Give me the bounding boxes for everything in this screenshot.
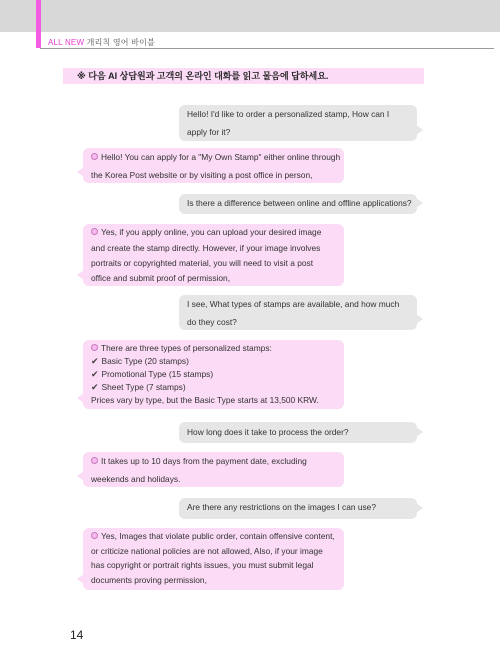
agent-message-bubble: [83, 224, 344, 286]
page-number: 14: [70, 628, 84, 642]
message-line: portraits or copyrighted material, you will need to visit a post: [91, 257, 314, 268]
message-line: It takes up to 10 days from the payment date, excluding: [101, 456, 307, 466]
message-line: documents proving permission,: [91, 574, 207, 585]
message-line: or criticize national policies are not allowed, Also, if your image: [91, 545, 323, 556]
bubble-tail: [77, 167, 84, 177]
message-line: There are three types of personalized stamps:: [101, 343, 272, 353]
check-icon: ✔: [91, 369, 99, 379]
header-accent-bar: [36, 0, 41, 48]
agent-bullet-icon: [91, 457, 98, 464]
user-message-bubble: [179, 295, 417, 330]
header-divider: [40, 48, 494, 49]
agent-bullet-icon: [91, 532, 98, 539]
agent-bullet-icon: [91, 153, 98, 160]
top-band: [0, 0, 500, 32]
message-line: weekends and holidays.: [91, 473, 181, 484]
bubble-tail: [77, 471, 84, 481]
message-line: Hello! I'd like to order a personalized stamp, How can I: [187, 109, 390, 119]
message-line: the Korea Post website or by visiting a post office in person,: [91, 169, 313, 180]
message-line: I see, What types of stamps are available, and how much: [187, 299, 400, 309]
agent-message-bubble: [83, 340, 344, 409]
agent-message-bubble: [83, 528, 344, 590]
bubble-tail: [77, 393, 84, 403]
message-line: Promotional Type (15 stamps): [101, 369, 214, 379]
message-line: office and submit proof of permission,: [91, 272, 231, 283]
user-message-bubble: [179, 105, 417, 141]
user-message-bubble: [179, 422, 417, 443]
message-line: Hello! You can apply for a "My Own Stamp" either online through: [101, 152, 341, 162]
check-icon: ✔: [91, 382, 99, 392]
agent-bullet-icon: [91, 344, 98, 351]
message-line: and create the stamp directly. However, if your image involves: [91, 242, 321, 253]
agent-message-bubble: [83, 148, 344, 183]
message-line: Is there a difference between online and offline applications?: [187, 198, 412, 208]
message-line: How long does it take to process the order?: [187, 427, 349, 437]
bubble-tail: [416, 427, 423, 437]
header-title: 개리칙 영어 바이블: [86, 38, 155, 47]
bubble-tail: [77, 574, 84, 584]
user-message-bubble: [179, 194, 417, 214]
message-line: Prices vary by type, but the Basic Type starts at 13,500 KRW.: [91, 395, 319, 405]
header-prefix: ALL NEW: [48, 38, 85, 47]
message-line: do they cost?: [187, 316, 237, 327]
bubble-tail: [416, 314, 423, 324]
bubble-tail: [77, 270, 84, 280]
message-line: Basic Type (20 stamps): [101, 356, 189, 366]
message-line: Sheet Type (7 stamps): [101, 382, 186, 392]
agent-bullet-icon: [91, 228, 98, 235]
running-header: [48, 37, 155, 48]
instruction-banner: ※ 다음 AI 상담원과 고객의 온라인 대화를 읽고 물음에 답하세요.: [63, 68, 424, 84]
check-icon: ✔: [91, 356, 99, 366]
bubble-tail: [416, 503, 423, 513]
message-line: Are there any restrictions on the images I can use?: [187, 502, 377, 512]
bubble-tail: [416, 198, 423, 208]
message-line: has copyright or portrait rights issues, you must submit legal: [91, 560, 314, 570]
message-line: apply for it?: [187, 126, 231, 137]
message-line: Yes, if you apply online, you can upload your desired image: [101, 227, 322, 237]
user-message-bubble: [179, 498, 417, 519]
message-line: Yes, Images that violate public order, contain offensive content,: [101, 531, 335, 541]
agent-message-bubble: [83, 452, 344, 487]
bubble-tail: [416, 125, 423, 135]
